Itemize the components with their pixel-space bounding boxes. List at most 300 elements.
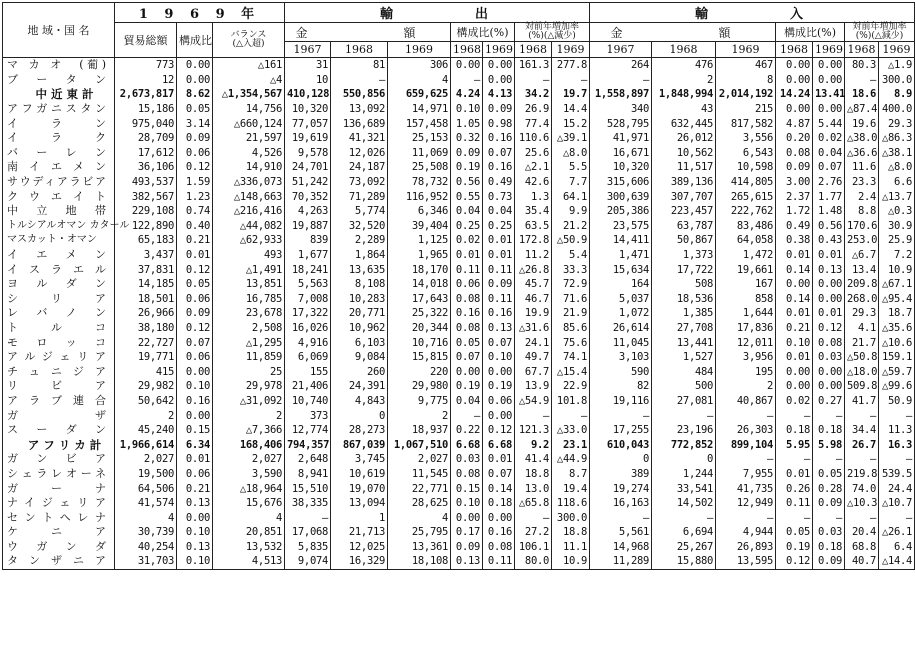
- data-cell: 1,471: [590, 248, 652, 263]
- data-cell: △44,082: [213, 219, 285, 234]
- data-cell: 1,373: [652, 248, 716, 263]
- data-cell: 40,867: [716, 394, 776, 409]
- data-cell: 16,671: [590, 146, 652, 161]
- data-cell: 0.19: [776, 540, 813, 555]
- data-cell: 0.00: [813, 379, 845, 394]
- data-cell: 0.56: [451, 175, 483, 190]
- data-cell: △18,964: [213, 481, 285, 496]
- table-row: [3, 554, 915, 569]
- data-cell: 1.59: [177, 175, 213, 190]
- data-cell: 306: [388, 58, 451, 73]
- data-cell: 659,625: [388, 87, 451, 102]
- data-cell: 4,513: [213, 554, 285, 569]
- data-cell: 400.0: [879, 102, 915, 117]
- data-cell: 45,240: [115, 423, 177, 438]
- year-header: 1968: [331, 42, 388, 58]
- data-cell: 0.18: [813, 423, 845, 438]
- data-cell: 0.01: [813, 248, 845, 263]
- data-cell: 3,437: [115, 248, 177, 263]
- export-growth-line1: 対前年増加率: [525, 22, 580, 32]
- data-cell: 12,011: [716, 335, 776, 350]
- data-cell: 0.00: [813, 364, 845, 379]
- data-cell: —: [716, 452, 776, 467]
- data-cell: 0.73: [483, 189, 515, 204]
- data-cell: 0.16: [483, 525, 515, 540]
- data-cell: 21,597: [213, 131, 285, 146]
- data-cell: 4.24: [451, 87, 483, 102]
- data-cell: 10,962: [331, 321, 388, 336]
- data-cell: 0.00: [813, 277, 845, 292]
- data-cell: △44.9: [552, 452, 590, 467]
- data-cell: 484: [652, 364, 716, 379]
- data-cell: 0.19: [451, 379, 483, 394]
- region-name: ガ ザ: [3, 408, 115, 423]
- data-cell: 71.6: [552, 292, 590, 307]
- data-cell: 6,543: [716, 146, 776, 161]
- data-cell: 10,320: [285, 102, 331, 117]
- data-cell: 0.09: [177, 306, 213, 321]
- data-cell: —: [590, 510, 652, 525]
- data-cell: 7.2: [879, 248, 915, 263]
- data-cell: 0.00: [177, 58, 213, 73]
- data-cell: 26,966: [115, 306, 177, 321]
- data-cell: 264: [590, 58, 652, 73]
- data-cell: 22,727: [115, 335, 177, 350]
- data-cell: 18,108: [388, 554, 451, 569]
- data-cell: 2: [388, 408, 451, 423]
- data-cell: 6.34: [177, 437, 213, 452]
- data-cell: 219.8: [845, 467, 879, 482]
- data-cell: △26.1: [879, 525, 915, 540]
- data-cell: 0.03: [813, 350, 845, 365]
- data-cell: 23,575: [590, 219, 652, 234]
- data-cell: 382,567: [115, 189, 177, 204]
- data-cell: 122,890: [115, 219, 177, 234]
- data-cell: 5.95: [776, 437, 813, 452]
- data-cell: 3,556: [716, 131, 776, 146]
- data-cell: 14,411: [590, 233, 652, 248]
- data-cell: 4.87: [776, 116, 813, 131]
- imports-header: 輸 入: [590, 3, 915, 23]
- data-cell: 2.4: [845, 189, 879, 204]
- data-cell: 26,303: [716, 423, 776, 438]
- data-cell: 41,321: [331, 131, 388, 146]
- data-cell: 253.0: [845, 233, 879, 248]
- data-cell: 15.2: [552, 116, 590, 131]
- data-cell: 8,941: [285, 467, 331, 482]
- data-cell: 15,186: [115, 102, 177, 117]
- data-cell: 222,762: [716, 204, 776, 219]
- data-cell: 1.72: [776, 204, 813, 219]
- data-cell: 2: [115, 408, 177, 423]
- data-cell: 0.08: [813, 335, 845, 350]
- data-cell: 65,183: [115, 233, 177, 248]
- data-cell: 17,255: [590, 423, 652, 438]
- data-cell: 17,722: [652, 262, 716, 277]
- data-cell: 29,980: [388, 379, 451, 394]
- data-cell: 67.7: [515, 364, 552, 379]
- table-row: [3, 219, 915, 234]
- data-cell: 116,952: [388, 189, 451, 204]
- data-cell: 155: [285, 364, 331, 379]
- data-cell: 6.6: [879, 175, 915, 190]
- data-cell: 0.09: [776, 160, 813, 175]
- data-cell: 0.14: [776, 262, 813, 277]
- data-cell: 72.9: [552, 277, 590, 292]
- data-cell: 0.07: [451, 350, 483, 365]
- data-cell: 794,357: [285, 437, 331, 452]
- data-cell: 2,673,817: [115, 87, 177, 102]
- data-cell: 19,771: [115, 350, 177, 365]
- data-cell: 0.00: [813, 73, 845, 88]
- data-cell: 31,703: [115, 554, 177, 569]
- region-name: シ リ ア: [3, 292, 115, 307]
- data-cell: 19,070: [331, 481, 388, 496]
- data-cell: 0.00: [483, 364, 515, 379]
- data-cell: 2: [652, 73, 716, 88]
- data-cell: 33,541: [652, 481, 716, 496]
- data-cell: 0.49: [483, 175, 515, 190]
- data-cell: 4: [388, 510, 451, 525]
- data-cell: 0.09: [813, 496, 845, 511]
- data-cell: 1,072: [590, 306, 652, 321]
- data-cell: 34.4: [845, 423, 879, 438]
- total-row: [3, 437, 915, 452]
- data-cell: 7.7: [552, 175, 590, 190]
- data-cell: 0.10: [177, 554, 213, 569]
- data-cell: 0.04: [451, 394, 483, 409]
- data-cell: 13,635: [331, 262, 388, 277]
- data-cell: 0.00: [177, 408, 213, 423]
- data-cell: 83,486: [716, 219, 776, 234]
- data-cell: △1.9: [879, 58, 915, 73]
- data-cell: 858: [716, 292, 776, 307]
- region-name: セントヘレナ: [3, 510, 115, 525]
- data-cell: △87.4: [845, 102, 879, 117]
- data-cell: 28,625: [388, 496, 451, 511]
- data-cell: 14.24: [776, 87, 813, 102]
- year-header: 1968: [451, 42, 483, 58]
- data-cell: 25,267: [652, 540, 716, 555]
- data-cell: 28,709: [115, 131, 177, 146]
- data-cell: 26,012: [652, 131, 716, 146]
- data-cell: 26,614: [590, 321, 652, 336]
- data-cell: —: [845, 510, 879, 525]
- data-cell: 0.05: [177, 102, 213, 117]
- data-cell: 4,916: [285, 335, 331, 350]
- region-name: ガ ー ナ: [3, 481, 115, 496]
- data-cell: 0.00: [483, 510, 515, 525]
- data-cell: 590: [590, 364, 652, 379]
- data-cell: —: [776, 510, 813, 525]
- data-cell: 68.8: [845, 540, 879, 555]
- table-row: [3, 423, 915, 438]
- table-row: [3, 408, 915, 423]
- table-row: [3, 292, 915, 307]
- data-cell: △336,073: [213, 175, 285, 190]
- data-cell: 13.4: [845, 262, 879, 277]
- data-cell: 0.02: [776, 394, 813, 409]
- table-row: [3, 394, 915, 409]
- table-header: [3, 3, 915, 58]
- data-cell: 20,344: [388, 321, 451, 336]
- data-cell: 25,322: [388, 306, 451, 321]
- data-cell: 5,561: [590, 525, 652, 540]
- data-cell: 14,185: [115, 277, 177, 292]
- data-cell: 2: [213, 408, 285, 423]
- data-cell: △99.6: [879, 379, 915, 394]
- data-cell: 161.3: [515, 58, 552, 73]
- data-cell: 10: [285, 73, 331, 88]
- data-cell: 39,404: [388, 219, 451, 234]
- data-cell: —: [652, 408, 716, 423]
- data-cell: 19,116: [590, 394, 652, 409]
- table-row: [3, 189, 915, 204]
- data-cell: 0.08: [451, 321, 483, 336]
- data-cell: 0.05: [451, 335, 483, 350]
- data-cell: 167: [716, 277, 776, 292]
- data-cell: 21,406: [285, 379, 331, 394]
- region-name: ヨ ル ダ ン: [3, 277, 115, 292]
- data-cell: 0.02: [451, 233, 483, 248]
- data-cell: 0.21: [177, 481, 213, 496]
- data-cell: 0.12: [813, 321, 845, 336]
- data-cell: 0.21: [177, 233, 213, 248]
- data-cell: 5.44: [813, 116, 845, 131]
- data-cell: 0.22: [451, 423, 483, 438]
- data-cell: 414,805: [716, 175, 776, 190]
- data-cell: 300.0: [552, 510, 590, 525]
- data-cell: 223,457: [652, 204, 716, 219]
- data-cell: 24,701: [285, 160, 331, 175]
- data-cell: 41.7: [845, 394, 879, 409]
- data-cell: 74.1: [552, 350, 590, 365]
- data-cell: 839: [285, 233, 331, 248]
- data-cell: 0.00: [177, 510, 213, 525]
- region-name: イ エ メ ン: [3, 248, 115, 263]
- data-cell: 0.12: [177, 262, 213, 277]
- year-header: 1968: [652, 42, 716, 58]
- data-cell: —: [813, 510, 845, 525]
- data-cell: 24,187: [331, 160, 388, 175]
- data-cell: 0.03: [813, 525, 845, 540]
- balance-header: [213, 23, 285, 58]
- region-name: 中 近 東 計: [3, 87, 115, 102]
- data-cell: 0.26: [776, 481, 813, 496]
- region-name: ス ー ダ ン: [3, 423, 115, 438]
- data-cell: 18,241: [285, 262, 331, 277]
- data-cell: —: [552, 408, 590, 423]
- data-cell: 0.00: [451, 510, 483, 525]
- data-cell: 0.01: [177, 452, 213, 467]
- data-cell: 14,910: [213, 160, 285, 175]
- data-cell: 22,771: [388, 481, 451, 496]
- data-cell: 136,689: [331, 116, 388, 131]
- data-cell: 64,058: [716, 233, 776, 248]
- data-cell: 0.11: [483, 292, 515, 307]
- data-cell: 11.1: [552, 540, 590, 555]
- data-cell: △8.0: [879, 160, 915, 175]
- region-header: 地 域・国 名: [3, 3, 115, 58]
- data-cell: 6,694: [652, 525, 716, 540]
- region-name: 南 イ エ メ ン: [3, 160, 115, 175]
- total-trade-header: 貿易総額: [115, 23, 177, 58]
- data-cell: 476: [652, 58, 716, 73]
- data-cell: 26,893: [716, 540, 776, 555]
- data-cell: △148,663: [213, 189, 285, 204]
- region-name: ウ ガ ン ダ: [3, 540, 115, 555]
- table-row: [3, 467, 915, 482]
- data-cell: 0.14: [483, 481, 515, 496]
- year-header: 1969: [716, 42, 776, 58]
- data-cell: 5.5: [552, 160, 590, 175]
- table-row: [3, 335, 915, 350]
- data-cell: 23.3: [845, 175, 879, 190]
- data-cell: 0.28: [813, 481, 845, 496]
- data-cell: 12,025: [331, 540, 388, 555]
- exports-header: 輸 出: [285, 3, 590, 23]
- data-cell: 19,619: [285, 131, 331, 146]
- data-cell: 0.06: [177, 467, 213, 482]
- data-cell: 0.18: [776, 423, 813, 438]
- data-cell: 5,774: [331, 204, 388, 219]
- data-cell: 106.1: [515, 540, 552, 555]
- data-cell: 11,069: [388, 146, 451, 161]
- data-cell: △10.6: [879, 335, 915, 350]
- data-cell: 38,180: [115, 321, 177, 336]
- data-cell: 0.00: [776, 364, 813, 379]
- data-cell: 19,887: [285, 219, 331, 234]
- data-cell: 0.07: [813, 160, 845, 175]
- data-cell: 1.3: [515, 189, 552, 204]
- data-cell: 0.00: [776, 277, 813, 292]
- data-cell: 0.06: [483, 394, 515, 409]
- data-cell: 19,661: [716, 262, 776, 277]
- data-cell: 550,856: [331, 87, 388, 102]
- table-row: [3, 452, 915, 467]
- data-cell: 0: [331, 408, 388, 423]
- table-row: [3, 116, 915, 131]
- data-cell: 50,867: [652, 233, 716, 248]
- data-cell: 118.6: [552, 496, 590, 511]
- data-cell: 19,500: [115, 467, 177, 482]
- data-cell: 49.7: [515, 350, 552, 365]
- data-cell: 0.09: [813, 554, 845, 569]
- data-cell: △95.4: [879, 292, 915, 307]
- data-cell: 1,558,897: [590, 87, 652, 102]
- data-cell: △2.1: [515, 160, 552, 175]
- data-cell: 170.6: [845, 219, 879, 234]
- balance-header-line2: (△入超): [232, 39, 265, 49]
- data-cell: 12,949: [716, 496, 776, 511]
- data-cell: 30.9: [879, 219, 915, 234]
- data-cell: 2,508: [213, 321, 285, 336]
- region-name: マスカット・オマン: [3, 233, 115, 248]
- data-cell: △13.7: [879, 189, 915, 204]
- data-cell: △26.8: [515, 262, 552, 277]
- data-cell: 260: [331, 364, 388, 379]
- data-cell: 19.7: [552, 87, 590, 102]
- data-cell: 0.10: [177, 379, 213, 394]
- export-share-header: 構成比(%): [451, 23, 515, 42]
- data-cell: 13,595: [716, 554, 776, 569]
- data-cell: 121.3: [515, 423, 552, 438]
- data-cell: 0.00: [177, 73, 213, 88]
- data-cell: 0.16: [483, 160, 515, 175]
- data-cell: 26.9: [515, 102, 552, 117]
- data-cell: 0.02: [813, 131, 845, 146]
- data-cell: 27,081: [652, 394, 716, 409]
- data-cell: 0.27: [813, 394, 845, 409]
- data-cell: 23,196: [652, 423, 716, 438]
- region-name: ブ ー タ ン: [3, 73, 115, 88]
- total-row: [3, 87, 915, 102]
- data-cell: 12,774: [285, 423, 331, 438]
- data-cell: 0.15: [177, 423, 213, 438]
- data-cell: 23,678: [213, 306, 285, 321]
- region-name: バ ー レ ン: [3, 146, 115, 161]
- region-name: レ バ ノ ン: [3, 306, 115, 321]
- data-cell: 82: [590, 379, 652, 394]
- region-name: ト ル コ: [3, 321, 115, 336]
- data-cell: 2,027: [115, 452, 177, 467]
- data-cell: 81: [331, 58, 388, 73]
- data-cell: —: [776, 452, 813, 467]
- data-cell: 0.19: [483, 379, 515, 394]
- data-cell: 5,835: [285, 540, 331, 555]
- region-name: アフガニスタン: [3, 102, 115, 117]
- year-header: 1969: [552, 42, 590, 58]
- data-cell: 11,517: [652, 160, 716, 175]
- data-cell: 17,322: [285, 306, 331, 321]
- data-cell: △660,124: [213, 116, 285, 131]
- data-cell: 0.49: [776, 219, 813, 234]
- table-row: [3, 58, 915, 73]
- data-cell: 101.8: [552, 394, 590, 409]
- table-row: [3, 73, 915, 88]
- data-cell: 20,851: [213, 525, 285, 540]
- data-cell: 19.4: [552, 481, 590, 496]
- data-cell: 9,578: [285, 146, 331, 161]
- data-cell: 5,037: [590, 292, 652, 307]
- data-cell: 20,771: [331, 306, 388, 321]
- data-cell: △161: [213, 58, 285, 73]
- data-cell: 0.09: [483, 102, 515, 117]
- data-cell: 0.40: [177, 219, 213, 234]
- data-cell: 15,815: [388, 350, 451, 365]
- data-cell: 1.23: [177, 189, 213, 204]
- region-name: タ ン ザ ニ ア: [3, 554, 115, 569]
- data-cell: 0.19: [451, 160, 483, 175]
- data-cell: 24.1: [515, 335, 552, 350]
- data-cell: 64.1: [552, 189, 590, 204]
- data-cell: 75.6: [552, 335, 590, 350]
- data-cell: 5.4: [552, 248, 590, 263]
- data-cell: 15,676: [213, 496, 285, 511]
- data-cell: △1,354,567: [213, 87, 285, 102]
- data-cell: △50.8: [845, 350, 879, 365]
- data-cell: —: [451, 73, 483, 88]
- data-cell: 205,386: [590, 204, 652, 219]
- data-cell: 18.6: [845, 87, 879, 102]
- data-cell: 25.6: [515, 146, 552, 161]
- data-cell: 3,103: [590, 350, 652, 365]
- data-cell: —: [515, 408, 552, 423]
- data-cell: —: [813, 452, 845, 467]
- import-growth-line1: 対前年増加率: [852, 22, 907, 32]
- data-cell: 40.7: [845, 554, 879, 569]
- data-cell: —: [776, 408, 813, 423]
